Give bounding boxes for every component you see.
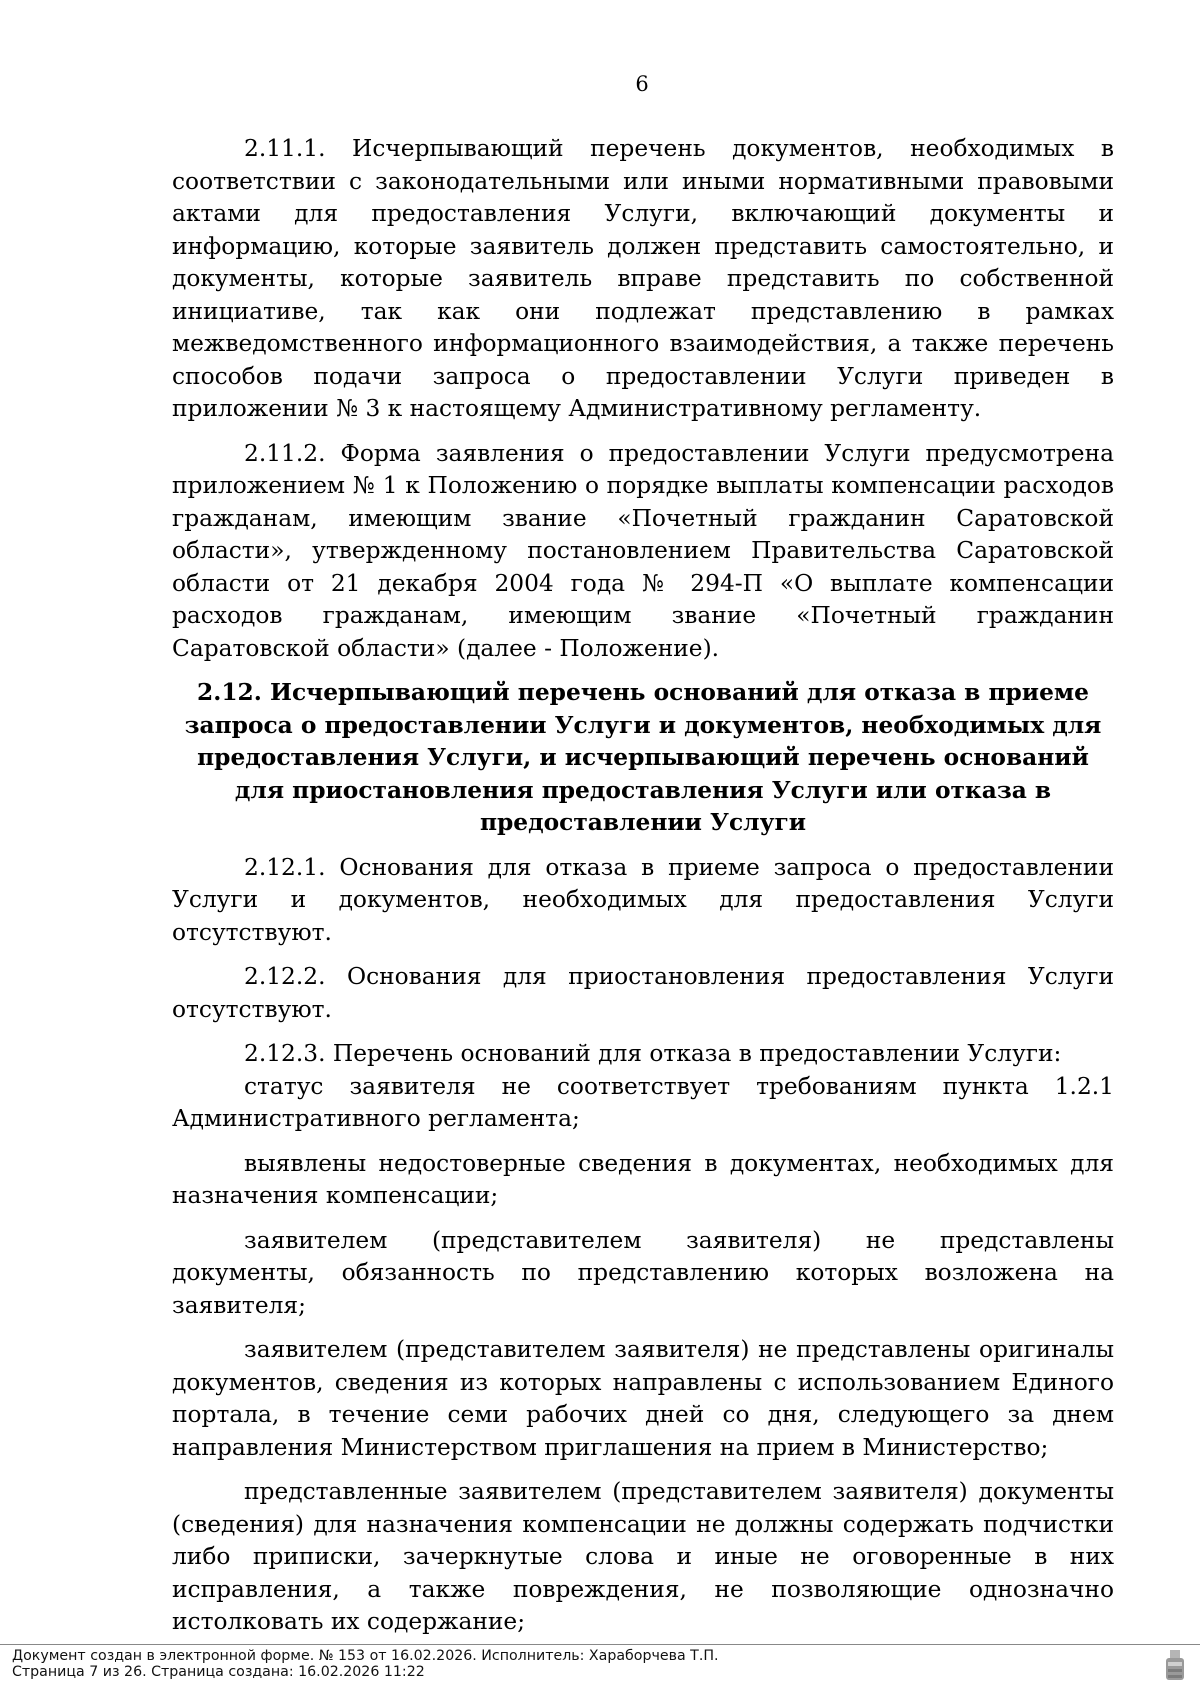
list-item: выявлены недостоверные сведения в документах, необходимых для назначения компенсации; — [172, 1149, 1114, 1209]
page-number: 6 — [635, 72, 649, 96]
footer-line-document: Документ создан в электронной форме. № 153 от 16.02.2026. Исполнитель: Хараборчева Т.П. — [12, 1648, 719, 1664]
paragraph-2-12-3-intro: 2.12.3. Перечень оснований для отказа в предоставлении Услуги: — [244, 1040, 1062, 1067]
footer-line-page: Страница 7 из 26. Страница создана: 16.02.2026 11:22 — [12, 1664, 425, 1680]
footer-divider — [0, 1644, 1200, 1645]
list-item: статус заявителя не соответствует требованиям пункта 1.2.1 Административного регламента; — [172, 1072, 1114, 1132]
list-item: представленные заявителем (представителем заявителя) документы (сведения) для назначения компенсации не должны содержать подчистки либо приписки, зачеркнутые слова и иные не оговоренные в них исправления, а также повреждения, не позволяющие однозначно истолковать их содержание; — [172, 1478, 1114, 1635]
paragraph-2-11-2: 2.11.2. Форма заявления о предоставлении Услуги предусмотрена приложением № 1 к Положению о порядке выплаты компенсации расходов гражданам, имеющим звание «Почетный гражданин Саратовской области», утвержденному постановлением Правительства Саратовской области от 21 декабря 2004 года № 294-П «О выплате компенсации расходов гражданам, имеющим звание «Почетный гражданин Саратовской области» (далее - Положение). — [172, 439, 1114, 662]
list-item: заявителем (представителем заявителя) не представлены оригиналы документов, сведения из которых направлены с использованием Единого портала, в течение семи рабочих дней со дня, следующего за днем направления Министерством приглашения на прием в Министерство; — [172, 1336, 1114, 1461]
paragraph-2-12-1: 2.12.1. Основания для отказа в приеме запроса о предоставлении Услуги и документов, необходимых для предоставления Услуги отсутствуют. — [172, 853, 1114, 946]
section-heading-2-12: 2.12. Исчерпывающий перечень оснований для отказа в приеме запроса о предоставлении Услуги и документов, необходимых для предоставления Услуги, и исчерпывающий перечень оснований для приостановления предоставления Услуги или отказа в предоставлении Услуги — [184, 679, 1102, 836]
list-item: заявителем (представителем заявителя) не представлены документы, обязанность по представлению которых возложена на заявителя; — [172, 1226, 1114, 1319]
coat-of-arms-icon — [1164, 1648, 1186, 1686]
footer — [12, 1648, 1172, 1680]
paragraph-2-12-2: 2.12.2. Основания для приостановления предоставления Услуги отсутствуют. — [172, 963, 1114, 1023]
document-body — [172, 133, 1114, 1639]
paragraph-2-11-1: 2.11.1. Исчерпывающий перечень документов, необходимых в соответствии с законодательными или иными нормативными правовыми актами для предоставления Услуги, включающий документы и информацию, которые заявитель должен представить самостоятельно, и документы, которые заявитель вправе представить по собственной инициативе, так как они подлежат представлению в рамках межведомственного информационного взаимодействия, а также перечень способов подачи запроса о предоставлении Услуги приведен в приложении № 3 к настоящему Административному регламенту. — [172, 135, 1114, 422]
